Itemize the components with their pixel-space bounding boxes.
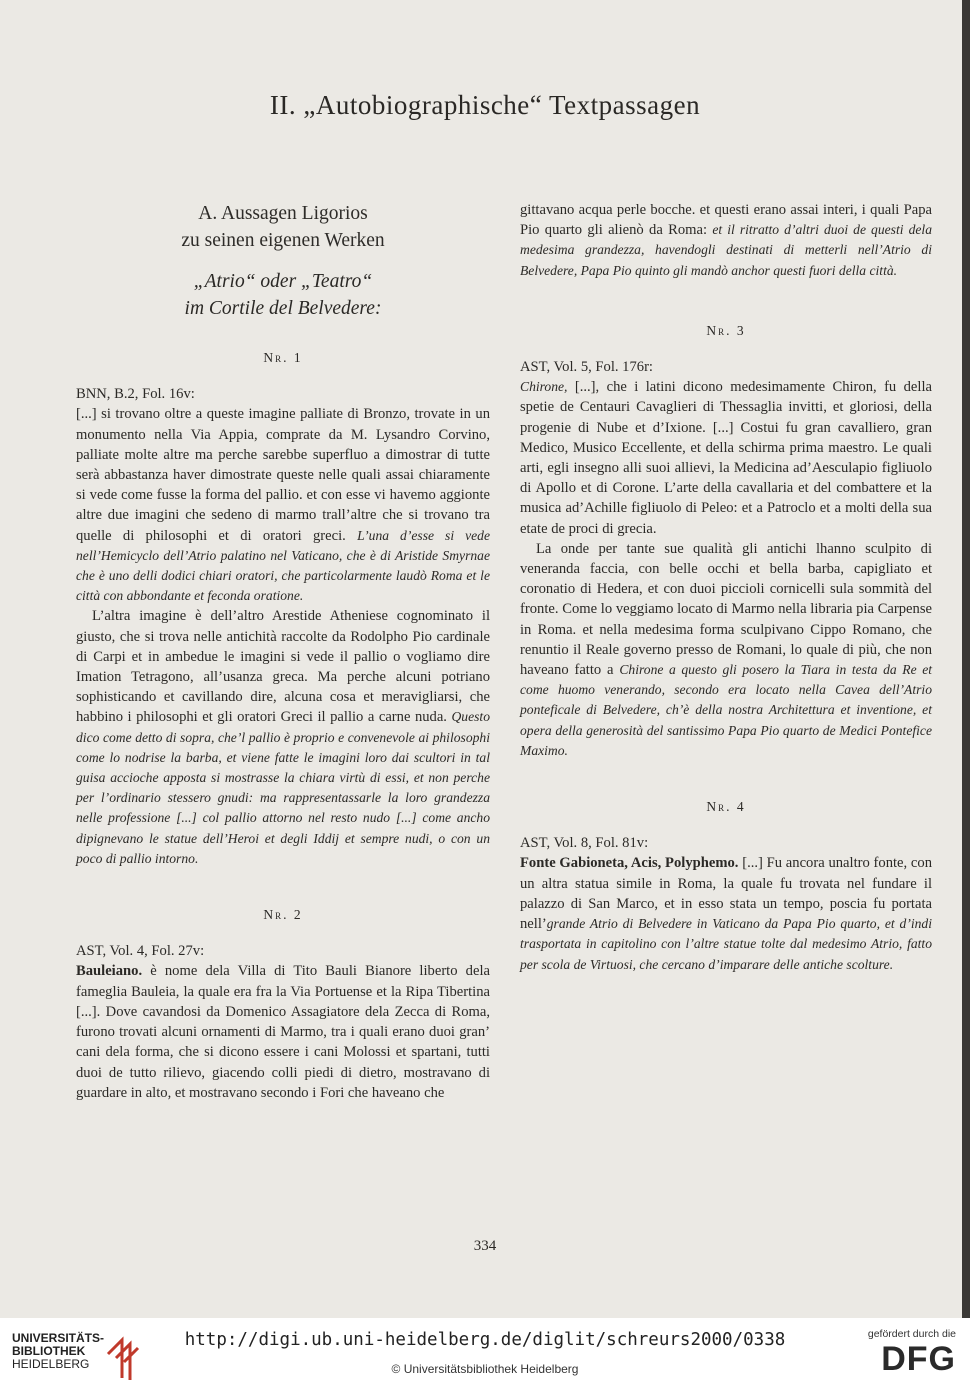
continuation-text: gittavano acqua perle bocche. et questi erano assai interi, i quali Papa Pio quarto gli alienò da Roma: xyxy=(520,202,932,239)
subheading-line-1: „Atrio“ oder „Teatro“ xyxy=(193,271,373,292)
funded-by-text: gefördert durch die xyxy=(867,1328,956,1340)
permalink-url[interactable]: http://digi.ub.uni-heidelberg.de/diglit/schreurs2000/0338 xyxy=(184,1330,786,1350)
nr-1-source: BNN, B.2, Fol. 16v: xyxy=(76,386,195,403)
nr-1-paragraph-2 xyxy=(76,606,490,869)
page-number: 334 xyxy=(473,1238,497,1254)
continuation-paragraph xyxy=(520,200,932,281)
continuation-italic: et il ritratto d’altri duoi de questi dela medesima grandezza, havendogli destinati di metterli nell’Atrio di Belvedere, Papa Pio quinto gli mandò anchor questi fuori della città. xyxy=(520,222,932,278)
digitization-footer xyxy=(0,1318,970,1389)
nr-2-paragraph xyxy=(76,961,490,1102)
nr-4-text: [...] Fu ancora unaltro fonte, con un altra statua simile in Roma, la quale fu trovata nel fundare il palazzo di San Marco, et in esso stata un tempo, poscia fu portata nell’ xyxy=(520,855,933,933)
subheading-line-2: im Cortile del Belvedere: xyxy=(184,298,382,319)
left-column xyxy=(76,200,490,1103)
nr-3-paragraph-1 xyxy=(520,377,932,539)
page-edge-shadow xyxy=(962,0,970,1318)
nr-1-heading: Nr. 1 xyxy=(263,350,303,365)
nr-1-p1-text: [...] si trovano oltre a queste imagine palliate di Bronzo, trovate in un monumento nella Via Appia, comprate da M. Lysandro Corvino, palliate molte altre ma perche sarebbe superfluo a dimostrar di tutte serà abbastanza haver dimostrate queste nelle quali assai chiaramente si vede come fusse la forma del pallio. et con esse vi havemo aggionte altre due imagini che sedeno di marmo trall’altre che si trovano tra quelle di philosophi et di oratori greci. xyxy=(76,406,490,544)
nr-3-source: AST, Vol. 5, Fol. 176r: xyxy=(520,359,653,376)
nr-2-source: AST, Vol. 4, Fol. 27v: xyxy=(76,943,205,960)
nr-3-p2-italic: Chirone a questo gli posero la Tiara in testa da Re et come huomo venerando, secondo era locato nella Cavea dell’Atrio ponteficale di Belvedere, ch’è della nostra Architettura et inventione, et opera della generosità del santissimo Papa Pio quarto de Medici Pontefice Maximo. xyxy=(520,662,933,758)
nr-1-paragraph-1 xyxy=(76,404,490,606)
nr-4-paragraph xyxy=(520,853,932,974)
nr-4-source: AST, Vol. 8, Fol. 81v: xyxy=(520,835,649,852)
nr-3-p2-text: La onde per tante sue qualità gli antichi lhanno sculpito di veneranda faccia, con belle occhi et bella barba, capigliato et coronatio di Hedera, et con duoi piccioli cornicelli sula sommità del fronte. Come lo veggiamo locato di Marmo nella libraria pia Carpense in Roma. et nella medesima forma sculpivano Cippo Romano, che renuntio il Reale governo presso de Romani, lo quale di più, che non haveano fatto a xyxy=(520,540,932,679)
nr-3-lemma: Chirone, xyxy=(520,379,568,395)
nr-1-p1-italic: L’una d’esse si vede nell’Hemicyclo dell’Atrio palatino nel Vaticano, che è di Aristide Smyrnae che è uno delli dodici chiari oratori, che particolarmente laudò Roma et le città con abbondante et feconda oratione. xyxy=(76,527,490,604)
subheading xyxy=(76,268,490,322)
nr-1-p2-italic: Questo dico come detto di sopra, che’l pallio è proprio e convenevole ai philosophi come lo nodrise la barba, et viene fatte le imagini loro dai scultori in tal guisa accioche apposta si mostrasse la chiara virtù di essi, et non perche per l’ordinario stessero gnudi: ma rappresentassarle la loro grandezza nelle professione [...] col pallio attorno nel resto nudo [...] come ancho dipignevano le statue dell’Heroi et degli Iddij et sempre nudi, o con un poco di pallio intorno. xyxy=(76,709,490,866)
nr-3-heading: Nr. 3 xyxy=(706,322,746,338)
dfg-logo xyxy=(856,1328,956,1378)
copyright-notice: © Universitätsbibliothek Heidelberg xyxy=(391,1362,579,1376)
nr-3-paragraph-2 xyxy=(520,539,932,761)
nr-2-text: è nome dela Villa di Tito Bauli Bianore liberto dela fameglia Bauleia, la quale era fra la Via Portuense et la Ripa Tibertina [...]. Dove cavandosi da Domenico Assagiatore dela Zecca di Roma, furono trovati alcuni ornamenti di Marmo, tra i quali erano duoi gran’ cani dela forma, che si dicono essere i cani Molossi et spartani, tutti duoi de tutto rilievo, giacendo colli piedi di dietro, mostravano di guardare in alto, et mostravano secondo i Fori che haveano che xyxy=(76,963,490,1101)
section-heading xyxy=(76,200,490,254)
nr-2-heading: Nr. 2 xyxy=(263,907,303,923)
nr-3-p1-text: [...], che i latini dicono medesimamente Chiron, fu della spetie de Centauri Cavaglieri di Thessaglia invitti, et gloriosi, della progenie di Nube et d’Ixione. [...] Costui fu gran cavalliero, gran Medico, Musico Eccellente, et della schirma prima maestro. Le quali arti, egli insegno alli suoi allievi, la Medicina ad’Aesculapio figliuolo di Apollo et di Corone. L’arte della cavallaria et del combattere et la musica ad’Achille figliuolo di Peleo: et a Patroclo et a molti della sua etate de proci di grecia. xyxy=(520,379,932,537)
nr-1-p2-text: L’altra imagine è dell’altro Arestide Atheniese cognominato il giusto, che si trova nelle antichità raccolte da Rodolpho Pio cardinale di Carpi et in ambedue le imagini si vede il pallio o vogliamo dire Imation Tetragono, all’usanza greca. Ma perche alcuni potriano sophisticando et cavillando dire, alcuna cosa et meravigliarsi, che habbino i philosophi et gli oratori Greci il pallio a carne nuda. xyxy=(76,608,490,726)
nr-4-heading: Nr. 4 xyxy=(706,799,746,815)
dfg-wordmark: DFG xyxy=(881,1340,956,1378)
nr-4-italic: grande Atrio di Belvedere in Vaticano da Papa Pio quarto, et d’indi trasportata in capitolino con l’altre statue tolte dal medesimo Atrio, fatto per scola de Virtuosi, che cercano d’imparare delle antiche scolture. xyxy=(520,916,932,972)
nr-2-lemma: Bauleiano. xyxy=(76,963,143,980)
library-name-line-3: HEIDELBERG xyxy=(12,1357,90,1371)
library-name-line-2: BIBLIOTHEK xyxy=(12,1344,86,1358)
right-column xyxy=(520,200,932,975)
nr-4-lemma: Fonte Gabioneta, Acis, Polyphemo. xyxy=(520,855,739,872)
page-title: II. „Autobiographische“ Textpassagen xyxy=(269,90,701,120)
heading-line-1: A. Aussagen Ligorios xyxy=(198,203,368,224)
library-name-line-1: UNIVERSITÄTS- xyxy=(12,1331,105,1345)
heading-line-2: zu seinen eigenen Werken xyxy=(181,230,385,251)
